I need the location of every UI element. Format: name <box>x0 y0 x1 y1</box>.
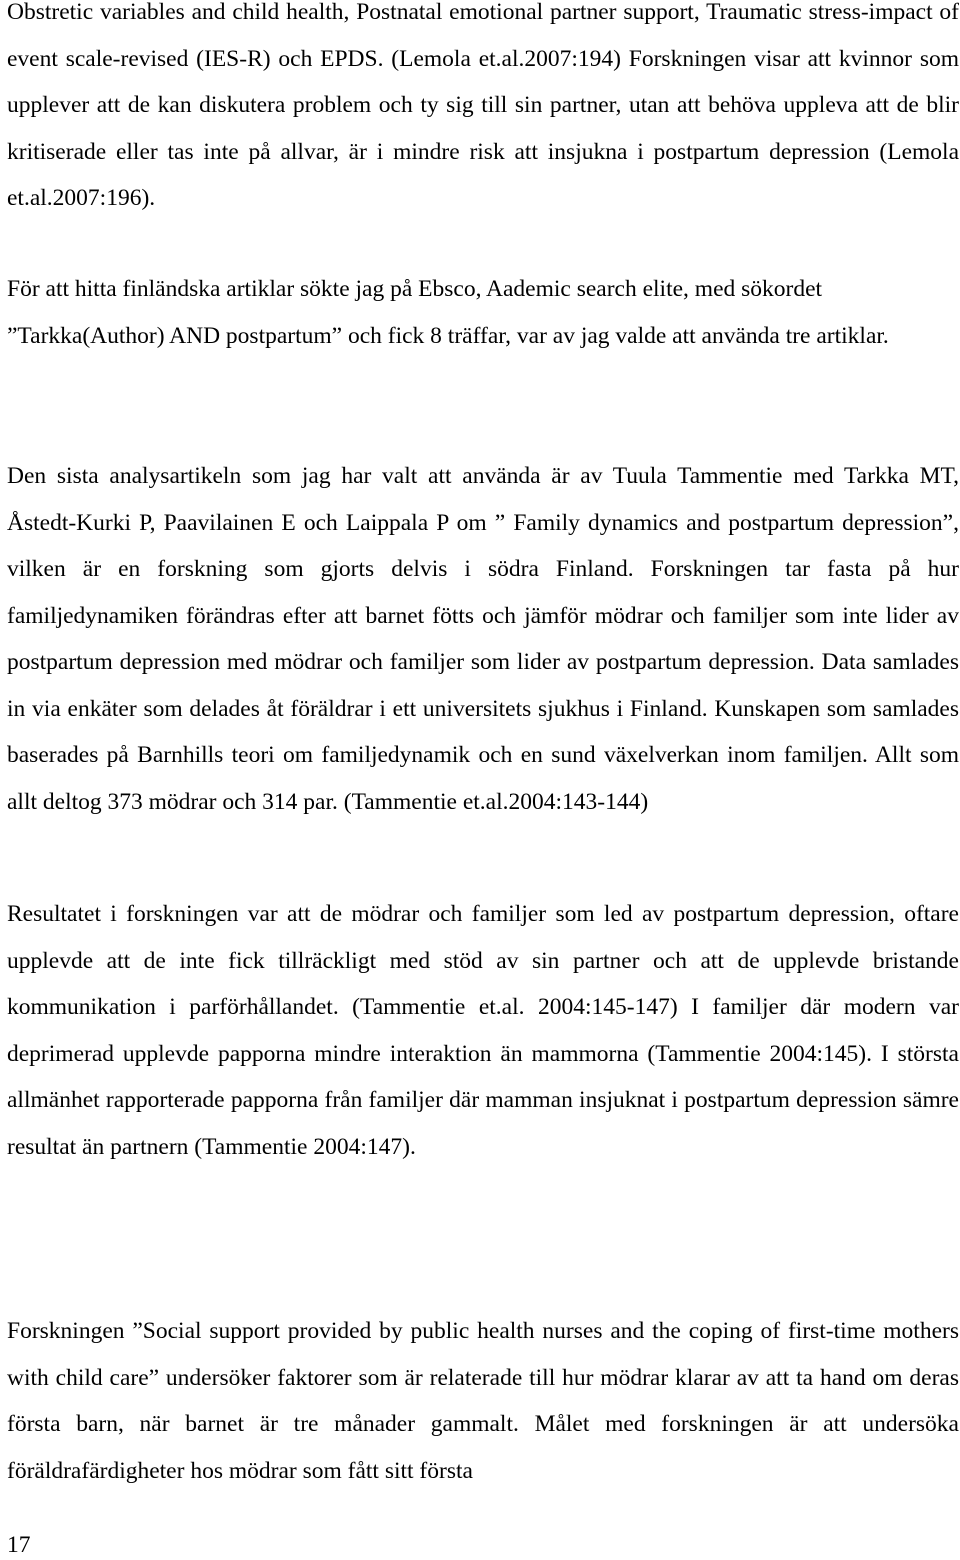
page-number: 17 <box>7 1532 31 1558</box>
paragraph-tammentie-article: Den sista analysartikeln som jag har valt att använda är av Tuula Tammentie med Tarkka MT, Åstedt-Kurki P, Paavilainen E och Laippala P om ” Family dynamics and postpartum depression”, vilken är en forskning som gjorts delvis i södra Finland. Forskningen tar fasta på hur familjedynamiken förändras efter att barnet fötts och jämför mödrar och familjer som inte lider av postpartum depression med mödrar och familjer som lider av postpartum depression. Data samlades in via enkäter som delades åt föräldrar i ett universitets sjukhus i Finland. Kunskapen som samlades baserades på Barnhills teori om familjedynamik och en sund växelverkan inom familjen. Allt som allt deltog 373 mödrar och 314 par. (Tammentie et.al.2004:143-144) <box>7 463 959 815</box>
paragraph-social-support-study: Forskningen ”Social support provided by public health nurses and the coping of first-time mothers with child care” undersöker faktorer som är relaterade till hur mödrar klarar av att ta hand om deras första barn, när barnet är tre månader gammalt. Målet med forskningen är att undersöka föräldrafärdigheter hos mödrar som fått sitt första <box>7 1318 959 1484</box>
paragraph-search-method: För att hitta finländska artiklar sökte jag på Ebsco, Aademic search elite, med sökordet ”Tarkka(Author) AND postpartum” och fick 8 träffar, var av jag valde att använda tre artiklar. <box>7 276 889 349</box>
paragraph-tammentie-results: Resultatet i forskningen var att de mödrar och familjer som led av postpartum depression, oftare upplevde att de inte fick tillräckligt med stöd av sin partner och att de upplevde bristande kommunikation i parförhållandet. (Tammentie et.al. 2004:145-147) I familjer där modern var deprimerad upplevde papporna mindre interaktion än mammorna (Tammentie 2004:145). I största allmänhet rapporterade papporna från familjer där mamman insjuknat i postpartum depression sämre resultat än partnern (Tammentie 2004:147). <box>7 901 959 1160</box>
paragraph-lemola-summary: Obstretic variables and child health, Postnatal emotional partner support, Traumatic stress-impact of event scale-revised (IES-R) och EPDS. (Lemola et.al.2007:194) Forskningen visar att kvinnor som upplever att de kan diskutera problem och ty sig till sin partner, utan att behöva uppleva att de blir kritiserade eller tas inte på allvar, är i mindre risk att insjukna i postpartum depression (Lemola et.al.2007:196). <box>7 0 959 211</box>
